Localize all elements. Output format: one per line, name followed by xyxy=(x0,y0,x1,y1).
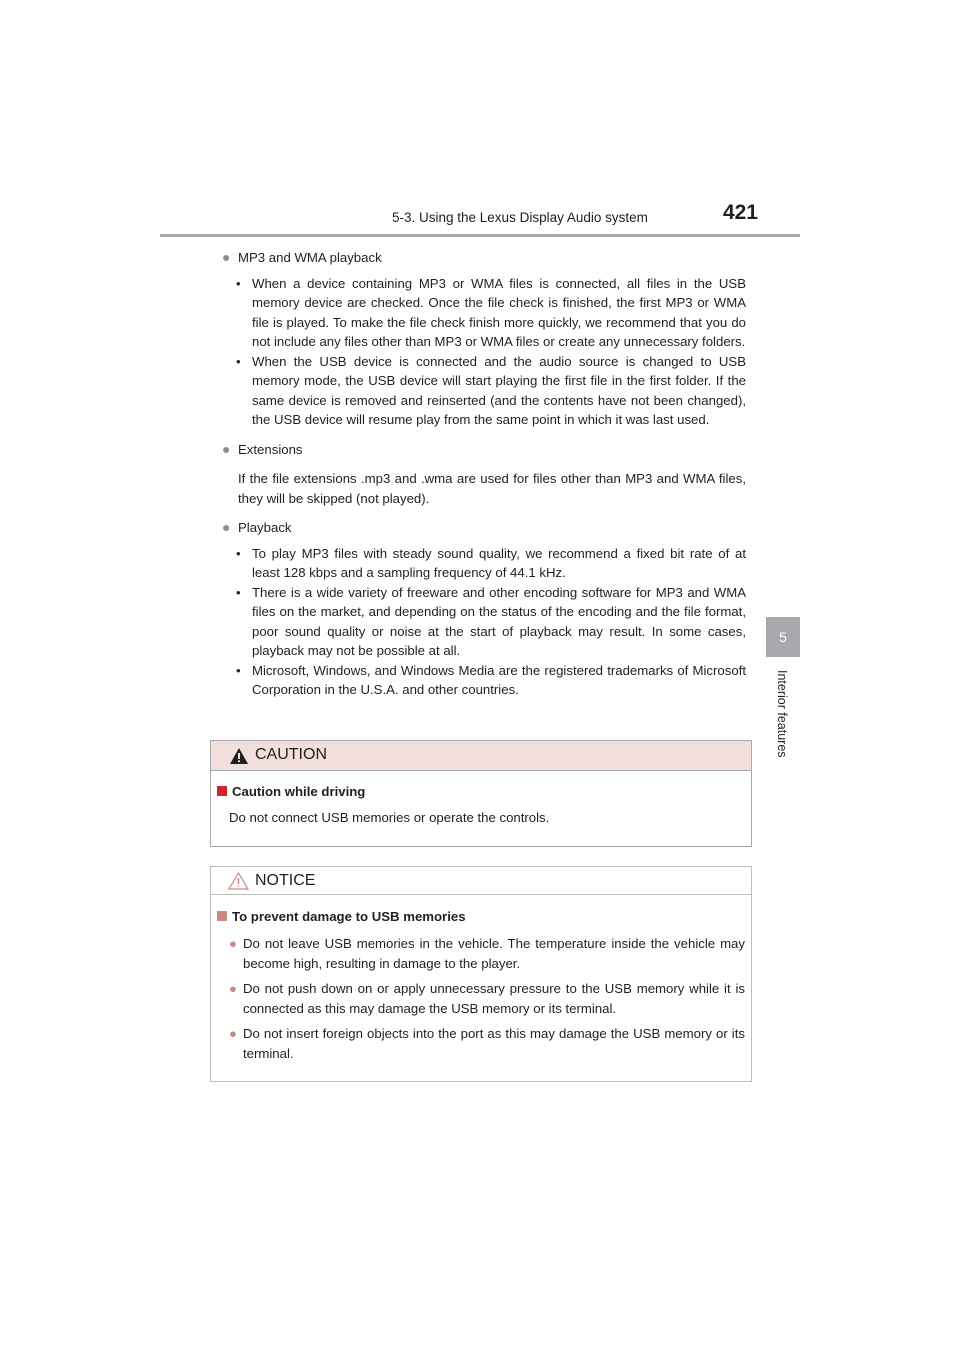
list-item: • Microsoft, Windows, and Windows Media are the registered trademarks of Microsoft Corporation in the U.S.A. and other countries. xyxy=(236,662,746,697)
notice-subheading: To prevent damage to USB memories xyxy=(217,909,466,924)
section-heading-playback: ● Playback xyxy=(222,518,746,538)
list-item: • When a device containing MP3 or WMA files is connected, all files in the USB memory device are checked. Once the file check is finished, the first MP3 or WMA file is played. To make the file check finish more quickly, we recommend that you do not include any files other than MP3 or WMA files or create any unnecessary folders. xyxy=(236,275,746,349)
page-number: 421 xyxy=(722,201,758,224)
bullet-icon: ● xyxy=(222,249,231,265)
warning-icon xyxy=(229,747,249,770)
list-item: • There is a wide variety of freeware and other encoding software for MP3 and WMA files on the market, and depending on the status of the encoding and the file format, poor sound quality or noise at the start of playback may result. In some cases, playback may not be possible at all. xyxy=(236,584,746,658)
chapter-label: Interior features xyxy=(775,670,789,758)
bullet-icon: ● xyxy=(222,519,231,535)
caution-text: Do not connect USB memories or operate the controls. xyxy=(229,810,550,825)
square-icon xyxy=(217,911,227,921)
bullet-icon: ● xyxy=(229,981,237,996)
bullet-icon: ● xyxy=(229,936,237,951)
warning-outline-icon xyxy=(228,872,249,895)
list-item: • To play MP3 files with steady sound quality, we recommend a fixed bit rate of at least 128 kbps and a sampling frequency of 44.1 kHz. xyxy=(236,545,746,580)
notice-item: ● Do not push down on or apply unnecessary pressure to the USB memory while it is connected as this may damage the USB memory or its terminal. xyxy=(229,981,745,1016)
caution-box xyxy=(210,740,752,847)
page-header xyxy=(160,201,800,237)
notice-item: ● Do not insert foreign objects into the port as this may damage the USB memory or its terminal. xyxy=(229,1026,745,1061)
notice-item: ● Do not leave USB memories in the vehicle. The temperature inside the vehicle may become high, resulting in damage to the player. xyxy=(229,936,745,971)
caution-header xyxy=(211,741,751,771)
paragraph: If the file extensions .mp3 and .wma are used for files other than MP3 and WMA files, they will be skipped (not played). xyxy=(238,471,746,506)
main-content xyxy=(222,244,746,700)
square-icon xyxy=(217,786,227,796)
list-item: • When the USB device is connected and the audio source is changed to USB memory mode, the USB device will start playing the first file in the first folder. If the same device is removed and reinserted (and the contents have not been changed), the USB device will resume play from the same point in which it was last used. xyxy=(236,353,746,427)
section-heading-extensions: ● Extensions xyxy=(222,440,746,460)
notice-title: NOTICE xyxy=(255,872,316,889)
bullet-icon: ● xyxy=(229,1026,237,1041)
notice-box xyxy=(210,866,752,1082)
section-heading-mp3-wma: ● MP3 and WMA playback xyxy=(222,248,746,268)
bullet-icon: ● xyxy=(222,440,231,457)
notice-header xyxy=(211,867,751,895)
caution-subheading: Caution while driving xyxy=(217,784,365,799)
section-title: 5-3. Using the Lexus Display Audio system xyxy=(392,210,648,225)
caution-title: CAUTION xyxy=(255,746,327,763)
chapter-tab: 5 xyxy=(766,617,800,657)
